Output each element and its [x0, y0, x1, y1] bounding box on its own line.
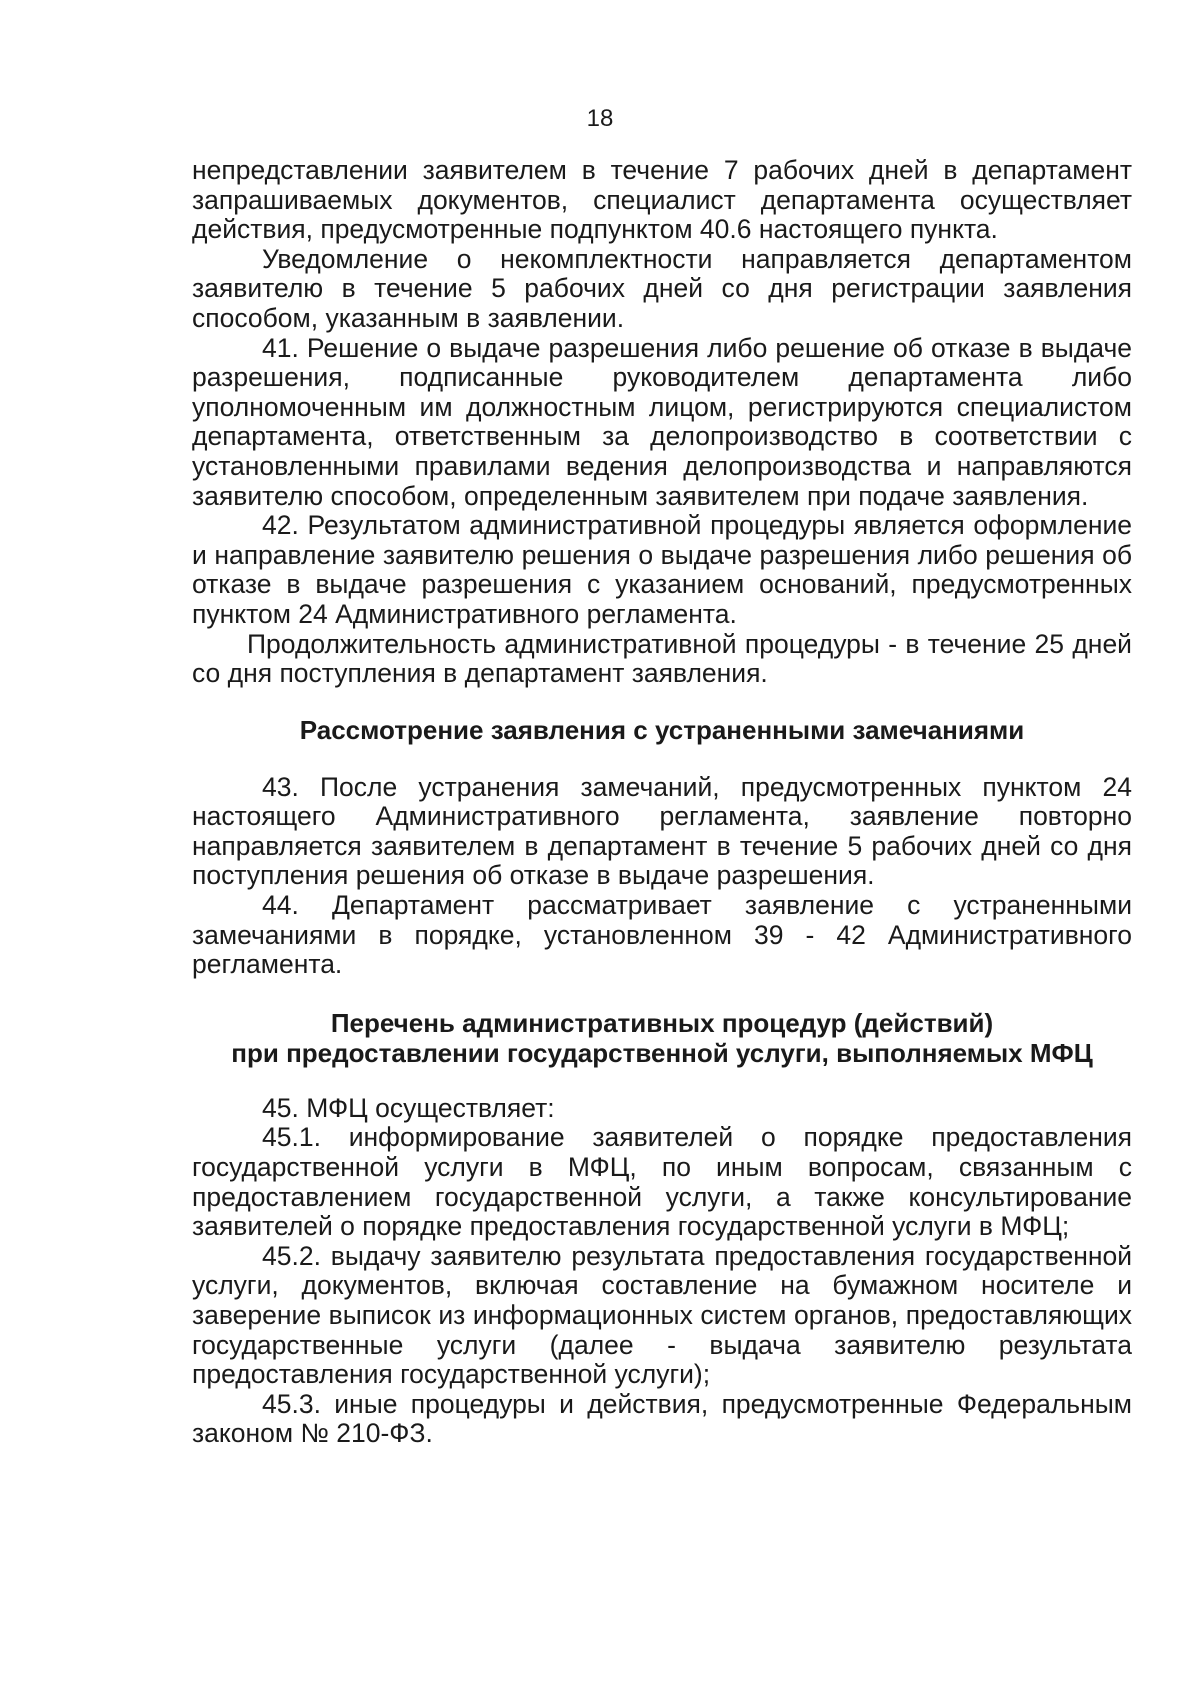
- paragraph-continuation: непредставлении заявителем в течение 7 рабочих дней в департамент запрашиваемых документов, специалист департамента осуществляет действия, предусмотренные подпунктом 40.6 настоящего пункта.: [192, 155, 1132, 245]
- section-heading-review: Рассмотрение заявления с устраненными замечаниями: [299, 714, 1025, 745]
- document-body: [192, 156, 1132, 1449]
- paragraph-44: 44. Департамент рассматривает заявление с устраненными замечаниями в порядке, установленном 39 - 42 Административного регламента.: [192, 890, 1132, 980]
- page-number: 18: [586, 105, 614, 132]
- paragraph-42: 42. Результатом административной процедуры является оформление и направление заявителю решения о выдаче разрешения либо решения об отказе в выдаче разрешения с указанием оснований, предусмотренных пунктом 24 Административного регламента.: [192, 510, 1132, 629]
- section-heading-mfc-line1: Перечень административных процедур (действий): [330, 1007, 994, 1038]
- paragraph-45-1: 45.1. информирование заявителей о порядке предоставления государственной услуги в МФЦ, по иным вопросам, связанным с предоставлением государственной услуги, а также консультирование заявителей о порядке предоставления государственной услуги в МФЦ;: [192, 1122, 1132, 1242]
- section-heading-mfc-line2: при предоставлении государственной услуги, выполняемых МФЦ: [231, 1037, 1093, 1068]
- paragraph-notice: Уведомление о некомплектности направляется департаментом заявителю в течение 5 рабочих дней со дня регистрации заявления способом, указанным в заявлении.: [192, 243, 1132, 333]
- section-heading-mfc: [192, 1008, 1132, 1068]
- paragraph-43: 43. После устранения замечаний, предусмотренных пунктом 24 настоящего Административного регламента, заявление повторно направляется заявителем в департамент в течение 5 рабочих дней со дня поступления решения об отказе в выдаче разрешения.: [192, 771, 1132, 891]
- paragraph-45-3: 45.3. иные процедуры и действия, предусмотренные Федеральным законом № 210-ФЗ.: [192, 1388, 1132, 1449]
- paragraph-41: 41. Решение о выдаче разрешения либо решение об отказе в выдаче разрешения, подписанные руководителем департамента либо уполномоченным им должностным лицом, регистрируются специалистом департамента, ответственным за делопроизводство в соответствии с установленными правилами ведения делопроизводства и направляются заявителю способом, определенным заявителем при подаче заявления.: [192, 332, 1132, 511]
- paragraph-duration: Продолжительность административной процедуры - в течение 25 дней со дня поступления в департамент заявления.: [192, 628, 1132, 689]
- paragraph-45-2: 45.2. выдачу заявителю результата предоставления государственной услуги, документов, включая составление на бумажном носителе и заверение выписок из информационных систем органов, предоставляющих государственные услуги (далее - выдача заявителю результата предоставления государственной услуги);: [192, 1240, 1132, 1390]
- paragraph-45: 45. МФЦ осуществляет:: [262, 1092, 555, 1123]
